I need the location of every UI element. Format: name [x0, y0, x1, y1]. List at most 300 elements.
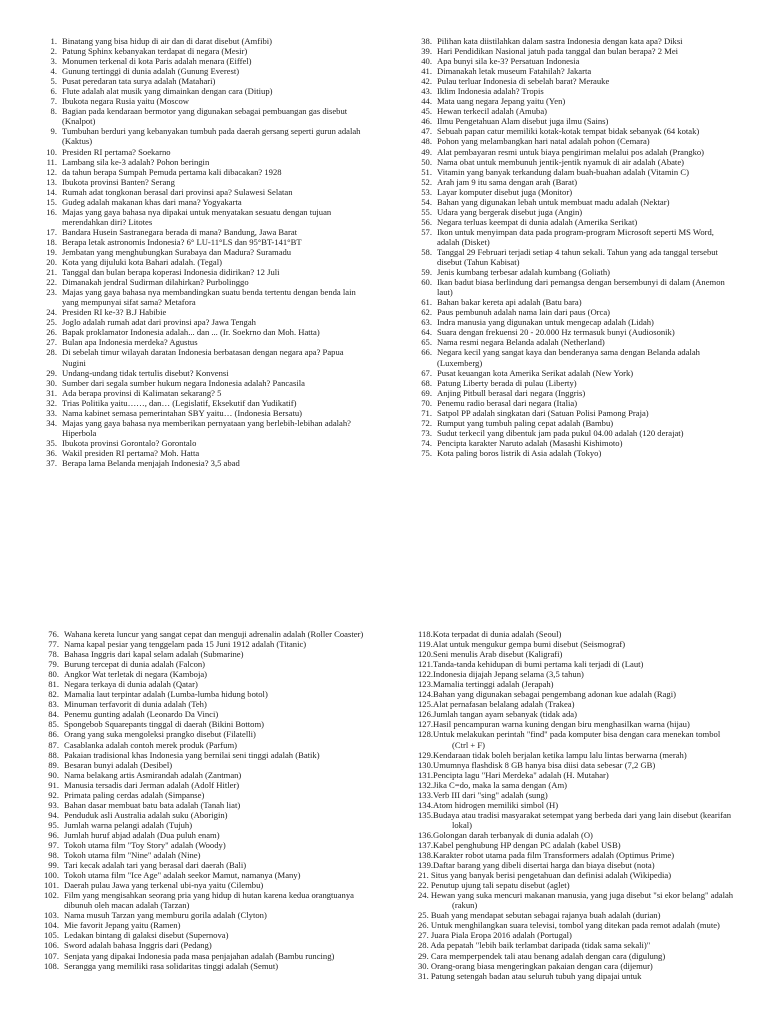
list-item — [38, 257, 366, 267]
item-text: Tokoh utama film "Nine" adalah (Nine) — [64, 850, 201, 861]
item-text: Gudeg adalah makanan khas dari mana? Yogyakarta — [62, 196, 242, 207]
item-number: 43. — [421, 86, 432, 97]
item-number: 100. — [43, 870, 59, 881]
list-item — [38, 689, 370, 699]
item-text: Tokoh utama film "Toy Story" adalah (Woody) — [64, 839, 226, 850]
list-item — [38, 287, 366, 307]
item-number: 22. — [46, 277, 57, 288]
item-text: 131.Pencipta lagu "Hari Merdeka" adalah (H. Mutahar) — [418, 769, 609, 780]
item-number: 56. — [421, 216, 432, 227]
item-number: 49. — [421, 146, 432, 157]
item-number: 38. — [421, 36, 432, 46]
item-number: 60. — [421, 277, 432, 288]
item-text: 30. Orang-orang biasa mengeringkan pakaian dengan cara (dijemur) — [418, 960, 653, 971]
list-item — [418, 679, 738, 689]
item-text: Film yang mengisahkan seorang pria yang hidup di hutan karena kedua orangtuanya dibunuh oleh macan adalah (Tarzan) — [64, 890, 354, 911]
list-item — [414, 126, 736, 136]
item-number: 32. — [46, 397, 57, 408]
item-text: Nama belakang artis Asmirandah adalah (Zantman) — [64, 769, 242, 780]
item-text: Minuman terfavorit di dunia adalah (Teh) — [64, 699, 207, 710]
item-text: Arah jam 9 itu sama dengan arah (Barat) — [437, 176, 578, 187]
list-item — [414, 217, 736, 227]
item-number: 74. — [421, 437, 432, 448]
item-number: 87. — [48, 739, 59, 750]
item-text: Suara dengan frekuensi 20 - 20.000 Hz termasuk bunyi (Audiosonik) — [437, 327, 675, 338]
item-number: 3. — [50, 56, 57, 67]
item-number: 47. — [421, 126, 432, 137]
item-number: 92. — [48, 789, 59, 800]
list-item — [418, 760, 738, 770]
item-number: 30. — [46, 377, 57, 388]
item-text: Nama resmi negara Belanda adalah (Netherland) — [437, 337, 605, 348]
item-number: 21. — [46, 267, 57, 278]
item-text: Mata uang negara Jepang yaitu (Yen) — [437, 96, 566, 107]
item-text: Pencipta karakter Naruto adalah (Masashi Kishimoto) — [437, 437, 623, 448]
list-item — [38, 247, 366, 257]
item-number: 29. — [46, 367, 57, 378]
list-item — [38, 147, 366, 157]
item-number: 65. — [421, 337, 432, 348]
item-text: Nama kabinet semasa pemerintahan SBY yaitu… (Indonesia Bersatu) — [62, 407, 302, 418]
list-item — [414, 267, 736, 277]
item-text: 122.Indonesia dijajah Jepang selama (3,5 tahun) — [418, 669, 584, 680]
item-number: 8. — [50, 106, 57, 117]
list-item — [38, 86, 366, 96]
item-text: Indra manusia yang digunakan untuk mengecap adalah (Lidah) — [437, 317, 654, 328]
list-item — [38, 659, 370, 669]
item-text: Patung Liberty berada di pulau (Liberty) — [437, 377, 577, 388]
item-text: Ilmu Pengetahuan Alam disebut juga ilmu (Sains) — [437, 116, 609, 127]
list-item — [418, 800, 738, 810]
item-number: 81. — [48, 679, 59, 690]
list-item — [418, 790, 738, 800]
list-item — [414, 66, 736, 76]
item-number: 103. — [43, 910, 59, 921]
item-number: 83. — [48, 699, 59, 710]
list-item — [414, 398, 736, 408]
item-number: 99. — [48, 860, 59, 871]
item-number: 50. — [421, 156, 432, 167]
list-item — [38, 740, 370, 750]
list-item — [414, 378, 736, 388]
item-text: 29. Cara memperpendek tali atau benang adalah dengan cara (digulung) — [418, 950, 666, 961]
item-text: Negara terluas keempat di dunia adalah (Amerika Serikat) — [437, 216, 638, 227]
list-item — [414, 247, 736, 267]
item-text: Casablanka adalah contoh merek produk (Parfum) — [64, 739, 238, 750]
item-text: Bagian pada kendaraan bermotor yang digunakan sebagai pembuangan gas disebut (Knalpot) — [62, 106, 348, 127]
item-number: 48. — [421, 136, 432, 147]
item-text: 139.Daftar barang yang dibeli disertai harga dan biaya disebut (nota) — [418, 860, 655, 871]
item-number: 19. — [46, 246, 57, 257]
list-item — [38, 307, 366, 317]
list-item — [38, 840, 370, 850]
list-item — [38, 699, 370, 709]
list-item — [418, 719, 738, 729]
item-text: Patung Sphinx kebanyakan terdapat di negara (Mesir) — [62, 46, 248, 57]
item-number: 52. — [421, 176, 432, 187]
item-number: 34. — [46, 417, 57, 428]
item-number: 17. — [46, 226, 57, 237]
item-number: 89. — [48, 759, 59, 770]
item-number: 44. — [421, 96, 432, 107]
item-text: Paus pembunuh adalah nama lain dari paus (Orca) — [437, 307, 611, 318]
item-text: Penemu gunting adalah (Leonardo Da Vinci) — [64, 709, 219, 720]
item-text: 25. Buah yang mendapat sebutan sebagai rajanya buah adalah (durian) — [418, 910, 661, 921]
list-item — [418, 770, 738, 780]
list-item — [414, 207, 736, 217]
item-number: 15. — [46, 196, 57, 207]
item-number: 86. — [48, 729, 59, 740]
item-number: 14. — [46, 186, 57, 197]
item-text: 135.Budaya atau tradisi masyarakat setempat yang berbeda dari yang lain disebut (kearifan lokal) — [418, 809, 732, 830]
item-text: 137.Kabel penghubung HP dengan PC adalah (kabel USB) — [418, 839, 621, 850]
list-item — [414, 86, 736, 96]
list-item — [38, 327, 366, 337]
list-item — [414, 96, 736, 106]
list-item — [38, 197, 366, 207]
list-item — [418, 709, 738, 719]
item-text: 129.Kendaraan tidak boleh berjalan ketika lampu lalu lintas berwarna (merah) — [418, 749, 687, 760]
list-item — [38, 207, 366, 227]
list-item — [38, 157, 366, 167]
list-item — [418, 649, 738, 659]
item-number: 10. — [46, 146, 57, 157]
list-item — [414, 157, 736, 167]
item-number: 106. — [43, 940, 59, 951]
list-item — [38, 36, 366, 46]
quiz-column-1 — [38, 36, 366, 468]
list-item — [418, 689, 738, 699]
list-item — [38, 106, 366, 126]
item-number: 69. — [421, 387, 432, 398]
list-item — [38, 267, 366, 277]
list-item — [38, 66, 366, 76]
item-text: Flute adalah alat musik yang dimainkan dengan cara (Ditiup) — [62, 86, 273, 97]
item-number: 51. — [421, 166, 432, 177]
item-number: 42. — [421, 76, 432, 87]
item-text: Ikon untuk menyimpan data pada program-program Microsoft seperti MS Word, adalah (Disket) — [437, 226, 714, 247]
item-text: Primata paling cerdas adalah (Simpanse) — [64, 789, 205, 800]
item-number: 88. — [48, 749, 59, 760]
list-item — [38, 317, 366, 327]
item-number: 39. — [421, 46, 432, 57]
list-item — [418, 629, 738, 639]
item-number: 28. — [46, 347, 57, 358]
item-number: 104. — [43, 920, 59, 931]
item-number: 108. — [43, 960, 59, 971]
list-item — [418, 860, 738, 870]
item-text: Tokoh utama film "Ice Age" adalah seekor Mamut, namanya (Many) — [64, 870, 301, 881]
list-item — [414, 438, 736, 448]
list-item — [38, 277, 366, 287]
list-item — [418, 880, 738, 890]
item-text: Majas yang gaya bahasa nya membandingkan suatu benda tertentu dengan benda lain yang mempunyai sifat sama? Metafora — [62, 287, 356, 308]
item-text: Binatang yang bisa hidup di air dan di darat disebut (Amfibi) — [62, 36, 273, 46]
item-text: Kota yang dijuluki kota Bahari adalah. (Tegal) — [62, 257, 222, 268]
item-text: Nama musuh Tarzan yang memburu gorila adalah (Clyton) — [64, 910, 267, 921]
list-item — [38, 800, 370, 810]
item-text: Pusat peredaran tata surya adalah (Matahari) — [62, 76, 216, 87]
item-text: Nama obat untuk membunuh jentik-jentik nyamuk di air adalah (Abate) — [437, 156, 684, 167]
list-item — [418, 840, 738, 850]
list-item — [418, 920, 738, 930]
list-item — [38, 880, 370, 890]
item-number: 80. — [48, 669, 59, 680]
list-item — [38, 167, 366, 177]
item-text: 134.Atom hidrogen memiliki simbol (H) — [418, 799, 559, 810]
item-number: 46. — [421, 116, 432, 127]
list-item — [414, 307, 736, 317]
list-item — [414, 347, 736, 367]
item-number: 37. — [46, 457, 57, 468]
list-item — [414, 36, 736, 46]
list-item — [38, 337, 366, 347]
item-text: Layar komputer disebut juga (Monitor) — [437, 186, 573, 197]
item-text: Kota paling boros listrik di Asia adalah (Tokyo) — [437, 447, 602, 458]
item-number: 90. — [48, 769, 59, 780]
list-item — [38, 820, 370, 830]
item-text: 132.Jika C=do, maka la sama dengan (Am) — [418, 779, 567, 790]
item-number: 55. — [421, 206, 432, 217]
item-number: 68. — [421, 377, 432, 388]
list-item — [418, 659, 738, 669]
list-item — [418, 940, 738, 950]
item-number: 24. — [46, 307, 57, 318]
list-item — [38, 639, 370, 649]
item-number: 6. — [50, 86, 57, 97]
item-text: 123.Mamalia tertinggi adalah (Jerapah) — [418, 679, 554, 690]
list-item — [38, 669, 370, 679]
list-item — [38, 448, 366, 458]
list-item — [414, 227, 736, 247]
list-item — [414, 197, 736, 207]
item-number: 59. — [421, 267, 432, 278]
item-number: 77. — [48, 639, 59, 650]
item-number: 72. — [421, 417, 432, 428]
list-item — [38, 890, 370, 910]
item-text: Tari kecak adalah tari yang berasal dari daerah (Bali) — [64, 860, 247, 871]
item-number: 61. — [421, 297, 432, 308]
quiz-column-2 — [414, 36, 736, 458]
list-item — [38, 870, 370, 880]
list-item — [38, 729, 370, 739]
item-number: 73. — [421, 427, 432, 438]
item-text: Tanggal dan bulan berapa koperasi Indonesia didirikan? 12 Juli — [62, 267, 280, 278]
item-number: 98. — [48, 850, 59, 861]
item-text: Senjata yang dipakai Indonesia pada masa penjajahan adalah (Bambu runcing) — [64, 950, 335, 961]
item-text: Undang-undang tidak tertulis disebut? Konvensi — [62, 367, 229, 378]
list-item — [38, 770, 370, 780]
item-text: Sebuah papan catur memiliki kotak-kotak tempat bidak sebanyak (64 kotak) — [437, 126, 700, 137]
item-number: 62. — [421, 307, 432, 318]
item-text: Ikan badut biasa berlindung dari pemangsa dengan bersembunyi di dalam (Anemon laut) — [437, 277, 725, 298]
item-text: Besaran bunyi adalah (Desibel) — [64, 759, 173, 770]
item-text: Majas yang gaya bahasa nya dipakai untuk menyatakan sesuatu dengan tujuan merendahkan diri? Litotes — [62, 206, 332, 227]
item-number: 35. — [46, 437, 57, 448]
item-number: 76. — [48, 629, 59, 639]
item-text: Tumbuhan berduri yang kebanyakan tumbuh pada daerah gersang seperti gurun adalah (Kaktus) — [62, 126, 361, 147]
list-item — [414, 428, 736, 438]
quiz-column-3 — [38, 629, 370, 971]
item-text: Apa bunyi sila ke-3? Persatuan Indonesia — [437, 56, 580, 67]
item-text: Hari Pendidikan Nasional jatuh pada tanggal dan bulan berapa? 2 Mei — [437, 46, 679, 57]
list-item — [414, 317, 736, 327]
list-item — [418, 729, 738, 749]
list-item — [38, 951, 370, 961]
item-text: Vitamin yang banyak terkandung dalam buah-buahan adalah (Vitamin C) — [437, 166, 689, 177]
item-number: 57. — [421, 226, 432, 237]
list-item — [38, 398, 366, 408]
item-text: 127.Hasil pencampuran warna kuning dengan biru menghasilkan warna (hijau) — [418, 719, 690, 730]
list-item — [418, 870, 738, 880]
item-number: 18. — [46, 236, 57, 247]
item-number: 93. — [48, 799, 59, 810]
item-number: 40. — [421, 56, 432, 67]
list-item — [414, 337, 736, 347]
list-item — [38, 237, 366, 247]
list-item — [418, 951, 738, 961]
item-text: Negara kecil yang sangat kaya dan benderanya sama dengan Belanda adalah (Luxemberg) — [437, 347, 700, 368]
item-number: 63. — [421, 317, 432, 328]
list-item — [38, 760, 370, 770]
list-item — [38, 910, 370, 920]
item-text: Di sebelah timur wilayah daratan Indonesia berbatasan dengan negara apa? Papua Nugini — [62, 347, 344, 368]
item-number: 107. — [43, 950, 59, 961]
list-item — [418, 699, 738, 709]
item-text: Ada berapa provinsi di Kalimatan sekarang? 5 — [62, 387, 222, 398]
list-item — [38, 830, 370, 840]
item-number: 20. — [46, 257, 57, 268]
item-text: Bahan yang digunakan lebah untuk membuat madu adalah (Nektar) — [437, 196, 670, 207]
item-text: Pilihan kata diistilahkan dalam sastra Indonesia dengan kata apa? Diksi — [437, 36, 683, 46]
item-text: 24. Hewan yang suka mencuri makanan manusia, yang juga disebut "si ekor belang" adalah (rakun) — [418, 890, 734, 911]
list-item — [414, 408, 736, 418]
item-number: 25. — [46, 317, 57, 328]
item-number: 27. — [46, 337, 57, 348]
item-number: 23. — [46, 287, 57, 298]
list-item — [38, 750, 370, 760]
list-item — [38, 649, 370, 659]
item-number: 102. — [43, 890, 59, 901]
list-item — [414, 46, 736, 56]
list-item — [38, 46, 366, 56]
item-text: Ibukota provinsi Gorontalo? Gorontalo — [62, 437, 197, 448]
list-item — [38, 780, 370, 790]
item-text: 22. Penutup ujung tali sepatu disebut (aglet) — [418, 880, 570, 891]
item-text: Joglo adalah rumah adat dari provinsi apa? Jawa Tengah — [62, 317, 256, 328]
item-text: Jumlah warna pelangi adalah (Tujuh) — [64, 819, 193, 830]
list-item — [38, 187, 366, 197]
item-text: Orang yang suka mengoleksi prangko disebut (Filatelli) — [64, 729, 256, 740]
item-text: Jenis kumbang terbesar adalah kumbang (Goliath) — [437, 267, 611, 278]
item-text: 133.Verb III dari "sing" adalah (sung) — [418, 789, 548, 800]
item-text: Jembatan yang menghubungkan Surabaya dan Madura? Suramadu — [62, 246, 292, 257]
list-item — [38, 940, 370, 950]
list-item — [414, 116, 736, 126]
list-item — [414, 277, 736, 297]
item-text: 26. Untuk menghilangkan suara televisi, tombol yang ditekan pada remot adalah (mute) — [418, 920, 720, 931]
item-text: 28. Ada pepatah "lebih baik terlambat daripada (tidak sama sekali)" — [418, 940, 651, 951]
item-number: 70. — [421, 397, 432, 408]
item-number: 95. — [48, 819, 59, 830]
list-item — [38, 227, 366, 237]
item-text: Dimanakah jendral Sudirman dilahirkan? Purbolinggo — [62, 277, 249, 288]
list-item — [38, 126, 366, 146]
list-item — [414, 297, 736, 307]
item-text: Dimanakah letak museum Fatahilah? Jakarta — [437, 66, 592, 77]
item-number: 78. — [48, 649, 59, 660]
item-number: 33. — [46, 407, 57, 418]
list-item — [414, 147, 736, 157]
item-text: Satpol PP adalah singkatan dari (Satuan Polisi Pamong Praja) — [437, 407, 649, 418]
list-item — [38, 408, 366, 418]
list-item — [418, 830, 738, 840]
item-text: Manusia tersadis dari Jerman adalah (Adolf Hitler) — [64, 779, 240, 790]
item-number: 79. — [48, 659, 59, 670]
item-text: 120.Seni menulis Arab disebut (Kaligrafi) — [418, 649, 563, 660]
list-item — [38, 347, 366, 367]
item-text: 136.Golongan darah terbanyak di dunia adalah (O) — [418, 829, 593, 840]
list-item — [418, 910, 738, 920]
item-text: Sumber dari segala sumber hukum negara Indonesia adalah? Pancasila — [62, 377, 305, 388]
item-text: Lambang sila ke-3 adalah? Pohon beringin — [62, 156, 210, 167]
list-item — [414, 448, 736, 458]
list-item — [38, 378, 366, 388]
item-text: Pulau terluar Indonesia di sebelah barat? Merauke — [437, 76, 610, 87]
list-item — [414, 368, 736, 378]
item-number: 54. — [421, 196, 432, 207]
list-item — [418, 961, 738, 971]
item-number: 36. — [46, 447, 57, 458]
list-item — [414, 187, 736, 197]
item-number: 1. — [50, 36, 57, 46]
item-text: Ibukota negara Rusia yaitu (Moscow — [62, 96, 189, 107]
item-text: 138.Karakter robot utama pada film Transformers adalah (Optimus Prime) — [418, 850, 675, 861]
item-text: Mamalia laut terpintar adalah (Lumba-lumba hidung botol) — [64, 689, 268, 700]
item-number: 5. — [50, 76, 57, 87]
list-item — [38, 177, 366, 187]
item-text: 130.Umumnya flashdisk 8 GB hanya bisa diisi data sebesar (7,2 GB) — [418, 759, 656, 770]
item-text: Iklim Indonesia adalah? Tropis — [437, 86, 544, 97]
list-item — [418, 850, 738, 860]
list-item — [418, 669, 738, 679]
list-item — [38, 96, 366, 106]
list-item — [38, 719, 370, 729]
list-item — [418, 780, 738, 790]
list-item — [38, 418, 366, 438]
item-text: 126.Jumlah tangan ayam sebanyak (tidak ada) — [418, 709, 577, 720]
item-number: 96. — [48, 829, 59, 840]
item-text: Sudut terkecil yang dibentuk jam pada pukul 04.00 adalah (120 derajat) — [437, 427, 684, 438]
item-number: 2. — [50, 46, 57, 57]
list-item — [38, 920, 370, 930]
item-text: Bapak proklamator Indonesia adalah... dan ... (Ir. Soekrno dan Moh. Hatta) — [62, 327, 320, 338]
item-number: 75. — [421, 447, 432, 458]
list-item — [38, 850, 370, 860]
item-text: 128.Untuk melakukan perintah "find" pada komputer bisa dengan cara menekan tombol (Ctrl + F) — [418, 729, 721, 750]
list-item — [414, 327, 736, 337]
list-item — [38, 388, 366, 398]
list-item — [414, 136, 736, 146]
list-item — [418, 930, 738, 940]
item-text: Presiden RI ke-3? B.J Habibie — [62, 307, 167, 318]
list-item — [38, 930, 370, 940]
list-item — [414, 418, 736, 428]
item-number: 53. — [421, 186, 432, 197]
item-text: Bahan dasar membuat batu bata adalah (Tanah liat) — [64, 799, 241, 810]
list-item — [38, 438, 366, 448]
quiz-column-4 — [418, 629, 738, 981]
